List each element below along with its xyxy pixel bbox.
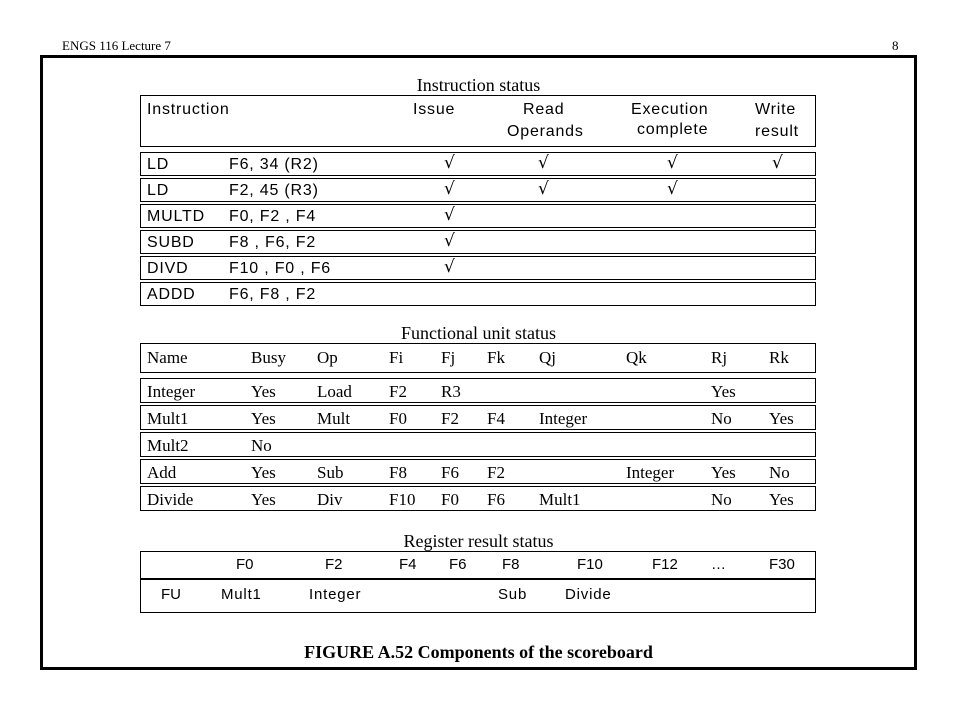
fu-header-fj: Fj xyxy=(441,348,456,367)
fu-cell-name: Mult1 xyxy=(147,409,189,428)
fu-header-rj: Rj xyxy=(711,348,728,367)
register-fu-label: FU xyxy=(161,586,181,603)
register-fu-value: Divide xyxy=(565,586,612,603)
register-result-status-title: Register result status xyxy=(403,531,554,551)
register-ellipsis: … xyxy=(711,556,726,573)
fu-row xyxy=(140,378,816,403)
header-write-2: result xyxy=(755,123,799,140)
check-mark-exec: √ xyxy=(667,153,678,173)
check-mark-read: √ xyxy=(538,179,549,199)
instruction-row xyxy=(140,152,816,176)
fu-cell-fi: F10 xyxy=(389,490,416,509)
header-exec-2: complete xyxy=(637,121,709,138)
register-f4: F4 xyxy=(399,556,417,573)
instruction-op: ADDD xyxy=(147,286,196,303)
check-mark-issue: √ xyxy=(444,179,455,199)
instruction-row xyxy=(140,282,816,306)
fu-cell-op: Mult xyxy=(317,409,351,428)
fu-cell-rk: Yes xyxy=(769,490,794,509)
register-result-status-table xyxy=(140,551,816,613)
instruction-status-table xyxy=(140,95,816,307)
fu-cell-name: Add xyxy=(147,463,177,482)
instruction-operands: F10 , F0 , F6 xyxy=(229,260,331,277)
figure-caption: FIGURE A.52 Components of the scoreboard xyxy=(304,642,653,662)
fu-cell-fk: F2 xyxy=(487,463,505,482)
fu-cell-busy: Yes xyxy=(251,409,276,428)
check-mark-write: √ xyxy=(772,153,783,173)
header-write-1: Write xyxy=(755,101,797,118)
check-mark-issue: √ xyxy=(444,205,455,225)
instruction-operands: F6, 34 (R2) xyxy=(229,156,319,173)
instruction-op: DIVD xyxy=(147,260,189,277)
instruction-operands: F8 , F6, F2 xyxy=(229,234,317,251)
fu-header-op: Op xyxy=(317,348,338,367)
instruction-status-title: Instruction status xyxy=(416,75,541,95)
header-instruction: Instruction xyxy=(147,101,230,118)
fu-cell-fj: F2 xyxy=(441,409,459,428)
instruction-operands: F2, 45 (R3) xyxy=(229,182,319,199)
fu-header-qk: Qk xyxy=(626,348,647,367)
register-fu-value: Sub xyxy=(498,586,528,603)
instruction-operands: F6, F8 , F2 xyxy=(229,286,317,303)
register-header-row xyxy=(140,551,816,579)
instruction-operands: F0, F2 , F4 xyxy=(229,208,317,225)
instruction-op: SUBD xyxy=(147,234,195,251)
register-f12: F12 xyxy=(652,556,678,573)
fu-cell-busy: Yes xyxy=(251,382,276,401)
fu-cell-fi: F2 xyxy=(389,382,407,401)
fu-cell-fi: F8 xyxy=(389,463,407,482)
fu-row xyxy=(140,405,816,430)
fu-cell-name: Divide xyxy=(147,490,194,509)
fu-cell-rj: Yes xyxy=(711,382,736,401)
functional-unit-status-title: Functional unit status xyxy=(401,323,556,343)
fu-cell-rj: Yes xyxy=(711,463,736,482)
register-f0: F0 xyxy=(236,556,254,573)
header-title: ENGS 116 Lecture 7 xyxy=(62,38,171,53)
fu-header-fk: Fk xyxy=(487,348,505,367)
header-exec-1: Execution xyxy=(631,101,709,118)
check-mark-issue: √ xyxy=(444,231,455,251)
fu-cell-busy: No xyxy=(251,436,272,455)
fu-cell-qk: Integer xyxy=(626,463,675,482)
fu-cell-name: Mult2 xyxy=(147,436,189,455)
fu-cell-fj: R3 xyxy=(441,382,461,401)
instruction-op: LD xyxy=(147,156,170,173)
check-mark-issue: √ xyxy=(444,257,455,277)
fu-cell-rk: Yes xyxy=(769,409,794,428)
slide-frame xyxy=(40,55,917,670)
header-issue: Issue xyxy=(413,101,456,118)
check-mark-issue: √ xyxy=(444,153,455,173)
register-f30: F30 xyxy=(769,556,795,573)
functional-unit-header-row xyxy=(140,343,816,373)
register-f10: F10 xyxy=(577,556,603,573)
instruction-row xyxy=(140,178,816,202)
page-number: 8 xyxy=(892,38,899,53)
fu-row xyxy=(140,459,816,484)
fu-cell-busy: Yes xyxy=(251,490,276,509)
functional-unit-status-table xyxy=(140,343,816,513)
fu-cell-fk: F6 xyxy=(487,490,505,509)
instruction-op: MULTD xyxy=(147,208,205,225)
instruction-row xyxy=(140,230,816,254)
instruction-header-row xyxy=(140,95,816,147)
fu-cell-rk: No xyxy=(769,463,790,482)
register-f8: F8 xyxy=(502,556,520,573)
instruction-op: LD xyxy=(147,182,170,199)
fu-cell-fj: F6 xyxy=(441,463,459,482)
fu-cell-fj: F0 xyxy=(441,490,459,509)
check-mark-read: √ xyxy=(538,153,549,173)
fu-cell-fk: F4 xyxy=(487,409,505,428)
fu-header-fi: Fi xyxy=(389,348,404,367)
fu-cell-rj: No xyxy=(711,490,732,509)
register-f2: F2 xyxy=(325,556,343,573)
fu-cell-op: Div xyxy=(317,490,343,509)
instruction-row xyxy=(140,204,816,228)
fu-cell-rj: No xyxy=(711,409,732,428)
fu-cell-qj: Integer xyxy=(539,409,588,428)
fu-header-busy: Busy xyxy=(251,348,286,367)
register-fu-row xyxy=(140,579,816,613)
fu-header-qj: Qj xyxy=(539,348,556,367)
fu-cell-op: Sub xyxy=(317,463,344,482)
register-f6: F6 xyxy=(449,556,467,573)
register-fu-value: Mult1 xyxy=(221,586,262,603)
fu-cell-name: Integer xyxy=(147,382,196,401)
header-read-1: Read xyxy=(523,101,565,118)
register-fu-value: Integer xyxy=(309,586,362,603)
fu-cell-qj: Mult1 xyxy=(539,490,581,509)
fu-cell-fi: F0 xyxy=(389,409,407,428)
fu-cell-busy: Yes xyxy=(251,463,276,482)
fu-row xyxy=(140,432,816,457)
header-read-2: Operands xyxy=(507,123,584,140)
instruction-row xyxy=(140,256,816,280)
check-mark-exec: √ xyxy=(667,179,678,199)
fu-header-rk: Rk xyxy=(769,348,789,367)
fu-header-name: Name xyxy=(147,348,188,367)
fu-row xyxy=(140,486,816,511)
fu-cell-op: Load xyxy=(317,382,352,401)
